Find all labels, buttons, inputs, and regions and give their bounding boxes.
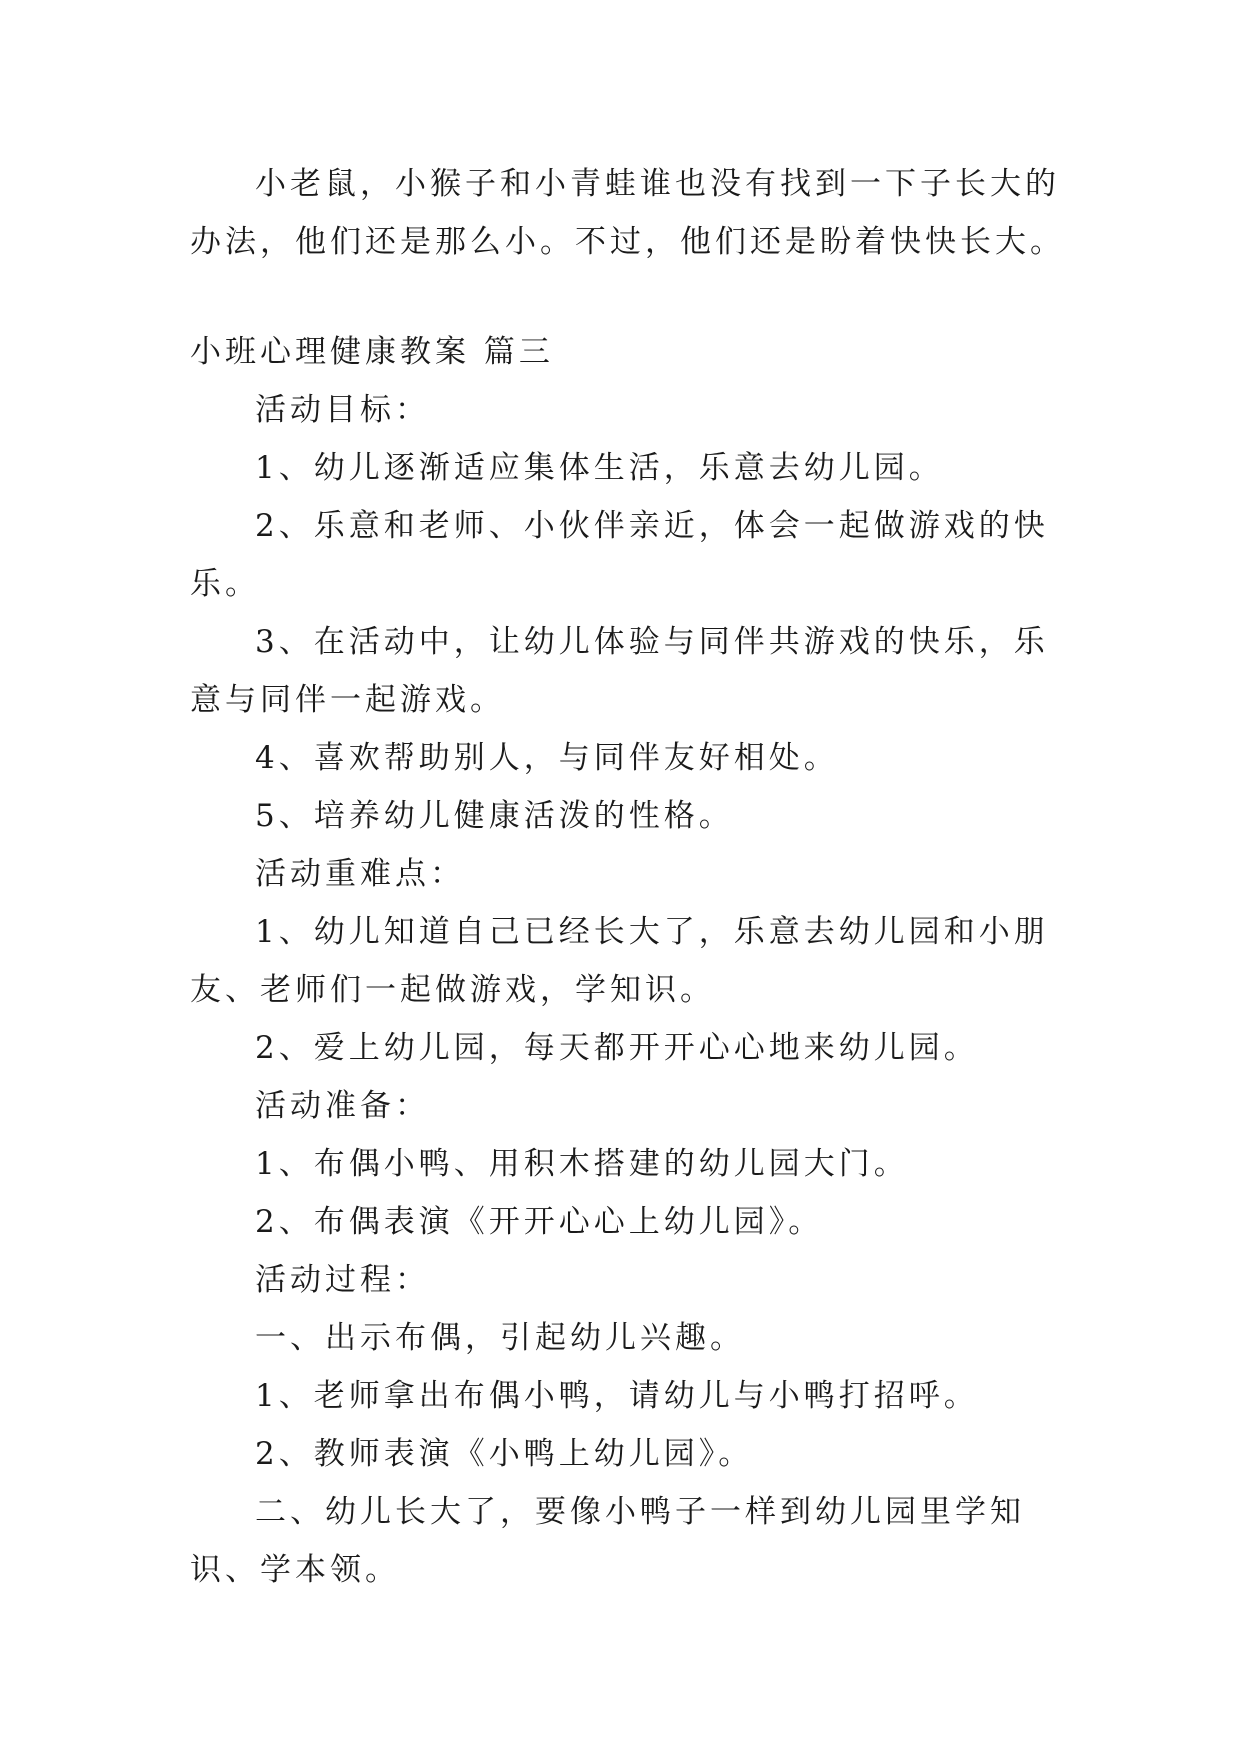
section-heading: 小班心理健康教案 篇三 [190, 334, 554, 370]
preparation-item: 1、布偶小鸭、用积木搭建的幼儿园大门。 [255, 1146, 909, 1182]
intro-paragraph: 小老鼠，小猴子和小青蛙谁也没有找到一下子长大的办法，他们还是那么小。不过，他们还是盼着快快长大。 [190, 166, 1065, 260]
preparation-item: 2、布偶表演《开开心心上幼儿园》。 [255, 1204, 824, 1240]
objective-item: 4、喜欢帮助别人，与同伴友好相处。 [255, 740, 839, 776]
objectives-heading: 活动目标： [255, 392, 430, 428]
key-point-item: 2、爱上幼儿园，每天都开开心心地来幼儿园。 [255, 1030, 979, 1066]
key-point-item: 1、幼儿知道自己已经长大了，乐意去幼儿园和小朋友、老师们一起做游戏，学知识。 [190, 914, 1049, 1008]
process-step: 二、幼儿长大了，要像小鸭子一样到幼儿园里学知识、学本领。 [190, 1494, 1025, 1588]
key-points-heading: 活动重难点： [255, 856, 465, 892]
objective-item: 2、乐意和老师、小伙伴亲近，体会一起做游戏的快乐。 [190, 508, 1049, 602]
document-body [190, 155, 1070, 1599]
objective-item: 5、培养幼儿健康活泼的性格。 [255, 798, 734, 834]
process-heading: 活动过程： [255, 1262, 430, 1298]
process-item: 2、教师表演《小鸭上幼儿园》。 [255, 1436, 754, 1472]
objective-item: 1、幼儿逐渐适应集体生活，乐意去幼儿园。 [255, 450, 944, 486]
process-step: 一、出示布偶，引起幼儿兴趣。 [255, 1320, 745, 1356]
preparation-heading: 活动准备： [255, 1088, 430, 1124]
objective-item: 3、在活动中，让幼儿体验与同伴共游戏的快乐，乐意与同伴一起游戏。 [190, 624, 1049, 718]
process-item: 1、老师拿出布偶小鸭，请幼儿与小鸭打招呼。 [255, 1378, 979, 1414]
